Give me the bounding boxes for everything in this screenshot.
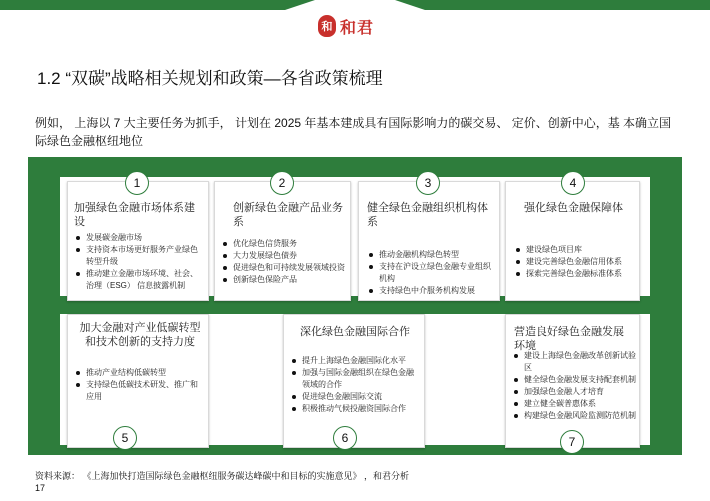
task-items: [516, 244, 634, 280]
list-item: 提升上海绿色金融国际化水平: [292, 355, 420, 367]
task-card-4: [505, 181, 640, 301]
list-item: 支持资本市场更好服务产业绿色 转型升级: [76, 244, 204, 268]
brand-logo-icon: 和: [318, 15, 336, 37]
header-stripe-taper-right: [395, 0, 425, 10]
list-item: 积极推动气候投融资国际合作: [292, 403, 420, 415]
header-stripe-left: [0, 0, 285, 10]
task-number-6: 6: [333, 426, 357, 450]
task-items: [76, 367, 204, 403]
list-item: 创新绿色保险产品: [223, 274, 348, 286]
brand-name: 和君: [340, 19, 375, 37]
list-item: 推动产业结构低碳转型: [76, 367, 204, 379]
list-item: 建立健全碳普惠体系: [514, 398, 636, 410]
task-number-4: 4: [561, 171, 585, 195]
list-item: 健全绿色金融发展支持配套机制: [514, 374, 636, 386]
task-number-1: 1: [125, 171, 149, 195]
list-item: 大力发展绿色债券: [223, 250, 348, 262]
list-item: 发展碳金融市场: [76, 232, 204, 244]
task-title: 健全绿色金融组织机构体系: [367, 202, 488, 228]
page-title: 1.2 “双碳”战略相关规划和政策—各省政策梳理: [37, 69, 383, 88]
task-title: 深化绿色金融国际合作: [300, 326, 410, 338]
list-item: 构建绿色金融风险监测防范机制: [514, 410, 636, 422]
task-title: 加大金融对产业低碳转型和技术创新的支持力度: [79, 322, 201, 348]
task-title: 创新绿色金融产品业务系: [233, 202, 343, 228]
task-card-5: [67, 314, 209, 448]
task-title: 强化绿色金融保障体: [524, 202, 623, 214]
task-card-2: [214, 181, 351, 301]
task-title: 营造良好绿色金融发展环境: [514, 326, 624, 352]
task-title: 加强绿色金融市场体系建设: [74, 202, 195, 228]
list-item: 促进绿色金融国际交流: [292, 391, 420, 403]
list-item: 支持绿色中介服务机构发展: [369, 285, 497, 297]
task-card-6: [283, 314, 425, 448]
list-item: 优化绿色信贷服务: [223, 238, 348, 250]
list-item: 推动金融机构绿色转型: [369, 249, 497, 261]
list-item: 支持在沪设立绿色金融专业组织机构: [369, 261, 497, 285]
task-card-7: [505, 314, 640, 448]
task-items: [369, 249, 497, 297]
header-stripe-taper-left: [285, 0, 315, 10]
task-items: [514, 350, 636, 422]
task-number-7: 7: [560, 430, 584, 454]
task-number-2: 2: [270, 171, 294, 195]
header-stripe-right: [425, 0, 710, 10]
list-item: 促进绿色和可持续发展领域投资: [223, 262, 348, 274]
list-item: 支持绿色低碳技术研发、推广和 应用: [76, 379, 204, 403]
source-note: 资料来源： 《上海加快打造国际绿色金融枢纽服务碳达峰碳中和目标的实施意见》 ，和君分析: [35, 471, 410, 481]
task-items: [292, 355, 420, 415]
list-item: 建设绿色项目库: [516, 244, 634, 256]
task-number-3: 3: [416, 171, 440, 195]
task-items: [223, 238, 348, 286]
header-band: [0, 0, 710, 48]
page-number: 17: [35, 483, 46, 493]
list-item: 探索完善绿色金融标准体系: [516, 268, 634, 280]
task-card-3: [358, 181, 500, 301]
task-number-5: 5: [113, 426, 137, 450]
task-card-1: [67, 181, 209, 301]
list-item: 加强与国际金融组织在绿色金融领域的合作: [292, 367, 420, 391]
list-item: 加强绿色金融人才培育: [514, 386, 636, 398]
task-items: [76, 232, 204, 292]
brand-logo: [318, 13, 374, 39]
list-item: 建设完善绿色金融信用体系: [516, 256, 634, 268]
list-item: 建设上海绿色金融改革创新试验区: [514, 350, 636, 374]
intro-text: 例如， 上海以 7 大主要任务为抓手， 计划在 2025 年基本建成具有国际影响力的碳交易、 定价、创新中心，基 本确立国际绿色金融枢纽地位: [35, 116, 672, 148]
list-item: 推动建立金融市场环境、社会、治理（ESG） 信息披露机制: [76, 268, 204, 292]
panel-top-stripe: [28, 157, 682, 177]
